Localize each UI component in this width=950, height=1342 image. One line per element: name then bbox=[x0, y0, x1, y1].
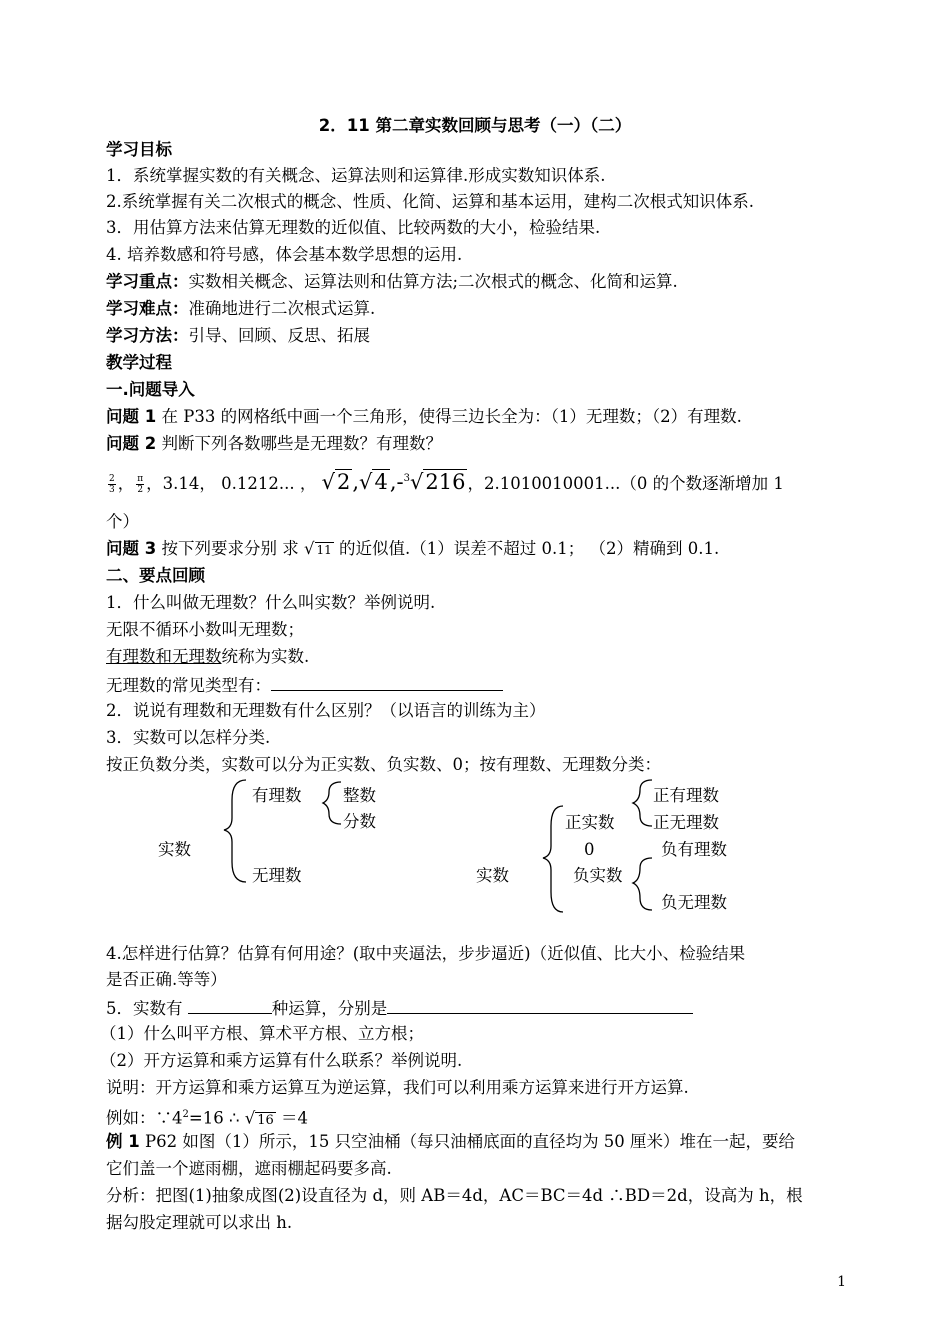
fraction-two-thirds: $\frac{2}{3}$ bbox=[109, 474, 115, 495]
example-line: 例如：$\because 4^2=16$ ∴ √ 16 ＝4 bbox=[106, 1108, 309, 1128]
question-1: 问题 1 在 P33 的网格纸中画一个三角形，使得三边长全为：（1）无理数；（2）有理数. bbox=[106, 407, 742, 426]
question-2: 问题 2 判断下列各数哪些是无理数？有理数？ bbox=[106, 434, 442, 453]
review-2: 2．说说有理数和无理数有什么区别？（以语言的训练为主） bbox=[106, 701, 546, 720]
goals-heading: 学习目标 bbox=[106, 140, 172, 159]
tree-negative: 负实数 bbox=[573, 866, 623, 885]
tree-positive: 正实数 bbox=[565, 813, 615, 832]
page-number: 1 bbox=[837, 1274, 846, 1290]
section-1-heading: 一.问题导入 bbox=[106, 380, 195, 399]
blank-count bbox=[188, 995, 272, 1014]
brace-negative bbox=[633, 858, 652, 910]
tree-fraction: 分数 bbox=[343, 812, 376, 831]
example-1: 例 1 P62 如图（1）所示，15 只空油桶（每只油桶底面的直径均为 50 厘米）堆在一起，要给 bbox=[106, 1132, 796, 1151]
blank-operations bbox=[387, 995, 693, 1014]
question-2-tail: 个） bbox=[106, 512, 139, 531]
process-heading: 教学过程 bbox=[106, 353, 172, 372]
page-title: 2．11 第二章实数回顾与思考（一）（二） bbox=[318, 116, 632, 135]
tree-pos-irrational: 正无理数 bbox=[653, 813, 719, 832]
fraction-pi-half: $\frac{\pi}{2}$ bbox=[137, 474, 144, 495]
review-5-2: （2）开方运算和乘方运算有什么联系？举例说明. bbox=[100, 1051, 463, 1070]
key-point: 学习重点：实数相关概念、运算法则和估算方法;二次根式的概念、化简和运算. bbox=[106, 272, 678, 291]
section-2-heading: 二、要点回顾 bbox=[106, 566, 205, 585]
goal-3: 3．用估算方法来估算无理数的近似值、比较两数的大小，检验结果. bbox=[106, 218, 601, 237]
question-3: 问题 3 按下列要求分别 求 √ 11 的近似值.（1）误差不超过 0.1； （2）精确到 0.1. bbox=[106, 539, 720, 558]
brace-real-left bbox=[224, 780, 246, 882]
explanation: 说明：开方运算和乘方运算互为逆运算，我们可以利用乘方运算来进行开方运算. bbox=[106, 1078, 689, 1097]
tree-neg-irrational: 负无理数 bbox=[661, 893, 727, 912]
brace-real-right bbox=[543, 806, 563, 912]
brace-positive bbox=[633, 780, 652, 826]
goal-2: 2.系统掌握有关二次根式的概念、性质、化简、运算和基本运用，建构二次根式知识体系. bbox=[106, 192, 754, 211]
review-4a: 4.怎样进行估算？估算有何用途？(取中夹逼法，步步逼近)（近似值、比大小、检验结果 bbox=[106, 944, 746, 963]
tree-neg-rational: 负有理数 bbox=[661, 840, 727, 859]
tree-real-left: 实数 bbox=[158, 840, 191, 859]
review-3: 3．实数可以怎样分类. bbox=[106, 728, 271, 747]
tree-zero: 0 bbox=[584, 840, 595, 859]
goal-4: 4. 培养数感和符号感，体会基本数学思想的运用. bbox=[106, 245, 463, 264]
goal-1: 1．系统掌握实数的有关概念、运算法则和运算律.形成实数知识体系. bbox=[106, 166, 606, 185]
radical-list: √2,√4,-$^3$√216 bbox=[321, 470, 466, 494]
review-3a: 按正负数分类，实数可以分为正实数、负实数、0；按有理数、无理数分类： bbox=[106, 755, 661, 774]
tree-integer: 整数 bbox=[343, 786, 376, 805]
review-5-1: （1）什么叫平方根、算术平方根、立方根； bbox=[100, 1024, 424, 1043]
tree-rational: 有理数 bbox=[252, 786, 302, 805]
analysis-2: 据勾股定理就可以求出 h. bbox=[106, 1213, 293, 1232]
example-1-cont: 它们盖一个遮雨棚，遮雨棚起码要多高. bbox=[106, 1159, 392, 1178]
review-5: 5．实数有 种运算，分别是 bbox=[106, 995, 693, 1021]
review-4b: 是否正确.等等） bbox=[106, 970, 227, 989]
tree-real-right: 实数 bbox=[476, 866, 509, 885]
analysis-1: 分析：把图(1)抽象成图(2)设直径为 d，则 AB＝4d，AC＝BC＝4d ∴BD＝2d，设高为 h，根 bbox=[106, 1186, 803, 1205]
tree-irrational: 无理数 bbox=[252, 866, 302, 885]
difficulty-point: 学习难点：准确地进行二次根式运算. bbox=[106, 299, 376, 318]
review-1b: 有理数和无理数统称为实数. bbox=[106, 647, 310, 666]
brace-rational bbox=[323, 782, 341, 824]
review-1c: 无理数的常见类型有： bbox=[106, 672, 503, 698]
question-2-numbers: $\frac{2}{3}$ ， $\frac{\pi}{2}$ ，3.14， 0.1212... ， √2,√4,-$^3$√216 ，2.1010010001...（0 的个数逐渐增加 1 bbox=[109, 470, 784, 495]
study-method: 学习方法：引导、回顾、反思、拓展 bbox=[106, 326, 370, 345]
review-1: 1．什么叫做无理数？什么叫实数？举例说明. bbox=[106, 593, 436, 612]
tree-pos-rational: 正有理数 bbox=[653, 786, 719, 805]
review-1a: 无限不循环小数叫无理数； bbox=[106, 620, 304, 639]
